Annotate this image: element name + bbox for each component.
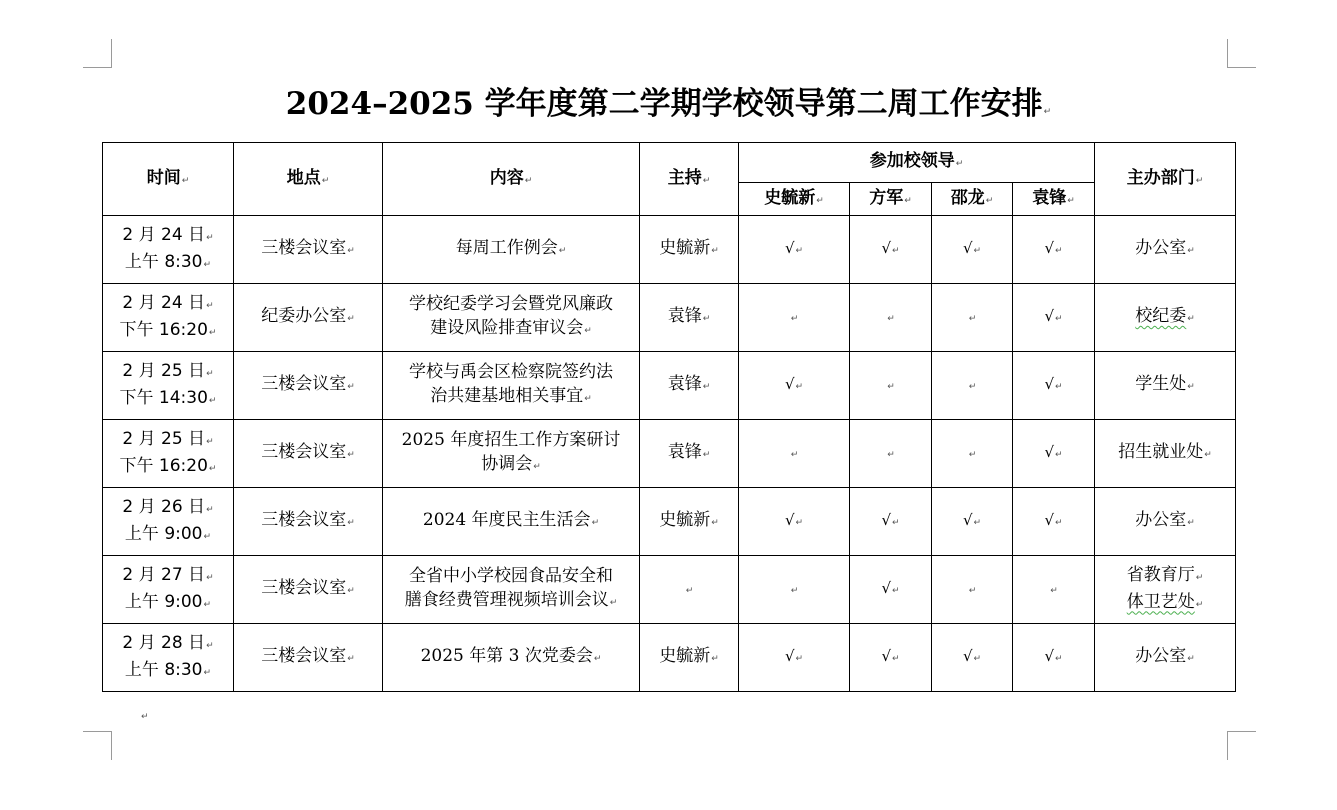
dept-text: 省教育厅 [1126, 564, 1195, 585]
check-mark: √ [1044, 443, 1055, 461]
paragraph-mark-icon: ↵ [790, 314, 799, 324]
cell-dept[interactable] [1095, 216, 1236, 284]
header-host[interactable]: 主持↵ [640, 143, 739, 216]
content-text: 2025 年度招生工作方案研讨 [401, 430, 621, 450]
time-text: 上午 8:30 [124, 659, 203, 680]
cell-attend[interactable] [850, 624, 932, 692]
cell-place[interactable] [234, 352, 383, 420]
paragraph-mark-icon: ↵ [609, 598, 618, 608]
check-mark: √ [962, 239, 973, 257]
paragraph-mark-icon: ↵ [347, 654, 355, 664]
paragraph-mark-icon: ↵ [887, 450, 895, 460]
cell-attend[interactable] [739, 284, 850, 352]
cell-attend[interactable] [932, 556, 1013, 624]
cell-host[interactable] [640, 556, 739, 624]
table-row [103, 216, 1236, 284]
paragraph-mark-icon: ↵ [790, 586, 799, 596]
time-text: 下午 14:30 [119, 387, 208, 408]
dept-text: 办公室 [1135, 646, 1187, 666]
paragraph-mark-icon: ↵ [795, 382, 804, 392]
cell-attend[interactable] [932, 624, 1013, 692]
paragraph-mark-icon: ↵ [702, 382, 711, 392]
paragraph-mark-icon: ↵ [1055, 518, 1063, 528]
host-text: 袁锋 [667, 374, 702, 394]
check-mark: √ [962, 647, 973, 665]
paragraph-mark-icon: ↵ [141, 712, 149, 722]
paragraph-mark-icon: ↵ [968, 586, 977, 596]
paragraph-mark-icon: ↵ [973, 518, 982, 528]
time-text: 上午 8:30 [124, 251, 203, 272]
paragraph-mark-icon: ↵ [584, 394, 592, 404]
cell-attend[interactable] [932, 216, 1013, 284]
paragraph-mark-icon: ↵ [208, 395, 217, 406]
cell-attend[interactable] [739, 216, 850, 284]
cell-content[interactable] [383, 488, 640, 556]
content-text: 建设风险排查审议会 [430, 318, 584, 338]
time-text: 上午 9:00 [124, 523, 203, 544]
paragraph-mark-icon: ↵ [206, 368, 214, 379]
dept-text: 校纪委 [1135, 306, 1187, 326]
cell-attend[interactable] [1013, 624, 1095, 692]
cell-attend[interactable] [932, 420, 1013, 488]
content-text: 治共建基地相关事宜 [430, 386, 584, 406]
content-text: 协调会 [481, 454, 533, 474]
cell-time[interactable] [103, 624, 234, 692]
check-mark: √ [1044, 307, 1055, 325]
paragraph-mark-icon: ↵ [203, 259, 212, 270]
paragraph-mark-icon: ↵ [206, 640, 214, 651]
time-text: 下午 16:20 [119, 455, 208, 476]
table-row [103, 556, 1236, 624]
header-content[interactable]: 内容↵ [383, 143, 640, 216]
place-text: 三楼会议室 [261, 578, 347, 598]
paragraph-mark-icon: ↵ [711, 518, 719, 528]
paragraph-mark-icon: ↵ [208, 463, 217, 474]
header-leaders-group[interactable]: 参加校领导↵ [739, 143, 1095, 183]
content-text: 学校纪委学习会暨党风廉政 [409, 294, 613, 314]
paragraph-mark-icon: ↵ [973, 246, 982, 256]
check-mark: √ [784, 647, 795, 665]
cell-content[interactable] [383, 420, 640, 488]
check-mark: √ [881, 579, 891, 597]
check-mark: √ [962, 511, 973, 529]
paragraph-mark-icon: ↵ [347, 450, 355, 460]
paragraph-mark-icon: ↵ [584, 326, 592, 336]
paragraph-mark-icon: ↵ [206, 300, 214, 311]
cell-attend[interactable] [850, 488, 932, 556]
cell-attend[interactable] [739, 488, 850, 556]
paragraph-mark-icon: ↵ [533, 462, 541, 472]
cell-attend[interactable] [932, 488, 1013, 556]
paragraph-mark-icon: ↵ [347, 314, 355, 324]
paragraph-mark-icon: ↵ [206, 436, 214, 447]
paragraph-mark-icon: ↵ [685, 586, 694, 596]
paragraph-mark-icon: ↵ [887, 382, 895, 392]
table-row [103, 284, 1236, 352]
place-text: 三楼会议室 [261, 442, 347, 462]
cell-host[interactable] [640, 284, 739, 352]
table-row [103, 624, 1236, 692]
page-corner-mark-top-right [1227, 39, 1256, 68]
paragraph-mark-icon: ↵ [203, 667, 212, 678]
dept-text: 学生处 [1135, 374, 1187, 394]
cell-content[interactable] [383, 284, 640, 352]
cell-attend[interactable] [739, 420, 850, 488]
cell-content[interactable] [383, 216, 640, 284]
paragraph-mark-icon: ↵ [591, 518, 600, 528]
paragraph-mark-icon: ↵ [1050, 586, 1058, 596]
place-text: 三楼会议室 [261, 646, 347, 666]
paragraph-mark-icon: ↵ [702, 314, 711, 324]
place-text: 纪委办公室 [261, 306, 347, 326]
paragraph-mark-icon: ↵ [1187, 654, 1195, 664]
cell-attend[interactable] [850, 284, 932, 352]
cell-attend[interactable] [1013, 420, 1095, 488]
paragraph-mark-icon: ↵ [206, 232, 214, 243]
cell-attend[interactable] [850, 352, 932, 420]
paragraph-mark-icon: ↵ [206, 572, 214, 583]
date-text: 2 月 24 日 [122, 224, 206, 245]
content-text: 膳食经费管理视频培训会议 [404, 590, 609, 610]
cell-dept[interactable] [1095, 624, 1236, 692]
paragraph-mark-icon: ↵ [1055, 382, 1063, 392]
paragraph-mark-icon: ↵ [1055, 314, 1063, 324]
page-corner-mark-top-left [83, 39, 112, 68]
cell-place[interactable] [234, 284, 383, 352]
header-place[interactable]: 地点↵ [234, 143, 383, 216]
paragraph-mark-icon: ↵ [1055, 654, 1063, 664]
paragraph-mark-icon: ↵ [1187, 518, 1195, 528]
cell-time[interactable] [103, 216, 234, 284]
host-text: 史毓新 [659, 238, 711, 258]
cell-attend[interactable] [850, 216, 932, 284]
content-text: 每周工作例会 [455, 238, 558, 258]
date-text: 2 月 27 日 [122, 564, 206, 585]
check-mark: √ [1044, 375, 1055, 393]
cell-place[interactable] [234, 556, 383, 624]
cell-time[interactable] [103, 420, 234, 488]
paragraph-mark-icon: ↵ [203, 599, 212, 610]
cell-attend[interactable] [850, 556, 932, 624]
table-row [103, 420, 1236, 488]
host-text: 史毓新 [659, 646, 711, 666]
check-mark: √ [1044, 239, 1055, 257]
header-leader-3[interactable]: 邵龙↵ [932, 183, 1013, 216]
place-text: 三楼会议室 [261, 238, 347, 258]
cell-host[interactable] [640, 624, 739, 692]
cell-attend[interactable] [932, 352, 1013, 420]
cell-content[interactable] [383, 352, 640, 420]
dept-text: 招生就业处 [1118, 442, 1204, 462]
cell-attend[interactable] [932, 284, 1013, 352]
cell-attend[interactable] [1013, 216, 1095, 284]
dept-text: 体卫艺处 [1126, 591, 1195, 612]
paragraph-mark-icon: ↵ [892, 654, 900, 664]
check-mark: √ [784, 511, 795, 529]
paragraph-mark-icon: ↵ [347, 382, 355, 392]
cell-dept[interactable] [1095, 284, 1236, 352]
paragraph-mark-icon: ↵ [1195, 599, 1204, 610]
date-text: 2 月 26 日 [122, 496, 206, 517]
date-text: 2 月 28 日 [122, 632, 206, 653]
header-dept[interactable]: 主办部门↵ [1095, 143, 1236, 216]
cell-dept[interactable] [1095, 420, 1236, 488]
dept-text: 办公室 [1135, 510, 1187, 530]
paragraph-mark-icon: ↵ [795, 246, 804, 256]
paragraph-mark-icon: ↵ [892, 586, 900, 596]
paragraph-mark-icon: ↵ [1187, 382, 1195, 392]
header-leader-4[interactable]: 袁锋↵ [1013, 183, 1095, 216]
paragraph-mark-icon: ↵ [1204, 450, 1212, 460]
check-mark: √ [1044, 511, 1055, 529]
place-text: 三楼会议室 [261, 374, 347, 394]
cell-dept[interactable] [1095, 556, 1236, 624]
cell-place[interactable] [234, 488, 383, 556]
paragraph-mark-icon: ↵ [790, 450, 799, 460]
cell-time[interactable] [103, 488, 234, 556]
check-mark: √ [881, 511, 891, 529]
dept-text: 办公室 [1135, 238, 1187, 258]
cell-attend[interactable] [1013, 488, 1095, 556]
paragraph-mark-icon: ↵ [711, 654, 719, 664]
date-text: 2 月 25 日 [122, 428, 206, 449]
cell-place[interactable] [234, 420, 383, 488]
date-text: 2 月 25 日 [122, 360, 206, 381]
cell-content[interactable] [383, 624, 640, 692]
content-text: 学校与禹会区检察院签约法 [409, 362, 613, 382]
paragraph-mark-icon: ↵ [711, 246, 719, 256]
cell-attend[interactable] [739, 556, 850, 624]
time-text: 下午 16:20 [119, 319, 208, 340]
check-mark: √ [1044, 647, 1055, 665]
paragraph-mark-icon: ↵ [1055, 450, 1063, 460]
paragraph-mark-icon: ↵ [1055, 246, 1063, 256]
paragraph-mark-icon: ↵ [347, 518, 355, 528]
check-mark: √ [881, 647, 891, 665]
header-time[interactable]: 时间↵ [103, 143, 234, 216]
paragraph-mark-icon: ↵ [558, 246, 567, 256]
document-title[interactable] [102, 82, 1235, 126]
paragraph-mark-icon: ↵ [1187, 314, 1195, 324]
paragraph-mark-icon: ↵ [593, 654, 602, 664]
paragraph-mark-icon: ↵ [795, 518, 804, 528]
cell-attend[interactable] [739, 624, 850, 692]
cell-time[interactable] [103, 352, 234, 420]
cell-attend[interactable] [1013, 556, 1095, 624]
cell-time[interactable] [103, 284, 234, 352]
paragraph-mark-icon: ↵ [973, 654, 982, 664]
check-mark: √ [784, 375, 795, 393]
paragraph-mark-icon: ↵ [347, 246, 355, 256]
paragraph-mark-icon: ↵ [968, 450, 977, 460]
host-text: 袁锋 [667, 442, 702, 462]
paragraph-mark-icon: ↵ [206, 504, 214, 515]
cell-attend[interactable] [850, 420, 932, 488]
date-text: 2 月 24 日 [122, 292, 206, 313]
schedule-table [102, 142, 1236, 692]
time-text: 上午 9:00 [124, 591, 203, 612]
cell-host[interactable] [640, 216, 739, 284]
cell-attend[interactable] [1013, 284, 1095, 352]
cell-dept[interactable] [1095, 352, 1236, 420]
paragraph-mark-icon: ↵ [968, 382, 977, 392]
paragraph-mark-icon: ↵ [1187, 246, 1195, 256]
cell-host[interactable] [640, 352, 739, 420]
cell-place[interactable] [234, 624, 383, 692]
host-text: 史毓新 [659, 510, 711, 530]
content-text: 2025 年第 3 次党委会 [420, 646, 593, 666]
cell-host[interactable] [640, 488, 739, 556]
place-text: 三楼会议室 [261, 510, 347, 530]
paragraph-mark-icon: ↵ [892, 518, 900, 528]
paragraph-mark-icon: ↵ [795, 654, 804, 664]
page-corner-mark-bottom-right [1227, 731, 1256, 760]
paragraph-mark-icon: ↵ [968, 314, 977, 324]
cell-dept[interactable] [1095, 488, 1236, 556]
paragraph-mark-icon: ↵ [702, 450, 711, 460]
paragraph-mark-icon: ↵ [208, 327, 217, 338]
cell-attend[interactable] [1013, 352, 1095, 420]
header-leader-2[interactable]: 方军↵ [850, 183, 932, 216]
cell-place[interactable] [234, 216, 383, 284]
header-leader-1[interactable]: 史毓新↵ [739, 183, 850, 216]
page-corner-mark-bottom-left [83, 731, 112, 760]
cell-attend[interactable] [739, 352, 850, 420]
paragraph-mark-icon: ↵ [887, 314, 895, 324]
cell-content[interactable] [383, 556, 640, 624]
check-mark: √ [784, 239, 795, 257]
table-row [103, 352, 1236, 420]
content-text: 2024 年度民主生活会 [422, 510, 591, 530]
paragraph-mark-icon: ↵ [892, 246, 900, 256]
table-row [103, 488, 1236, 556]
host-text: 袁锋 [667, 306, 702, 326]
paragraph-mark-icon: ↵ [1043, 107, 1052, 117]
paragraph-mark-icon: ↵ [203, 531, 212, 542]
cell-time[interactable] [103, 556, 234, 624]
paragraph-mark-icon: ↵ [1195, 572, 1204, 583]
cell-host[interactable] [640, 420, 739, 488]
check-mark: √ [881, 239, 891, 257]
document-title-text: 2024–2025 学年度第二学期学校领导第二周工作安排 [285, 86, 1043, 122]
paragraph-mark-icon: ↵ [347, 586, 355, 596]
content-text: 全省中小学校园食品安全和 [409, 566, 613, 586]
